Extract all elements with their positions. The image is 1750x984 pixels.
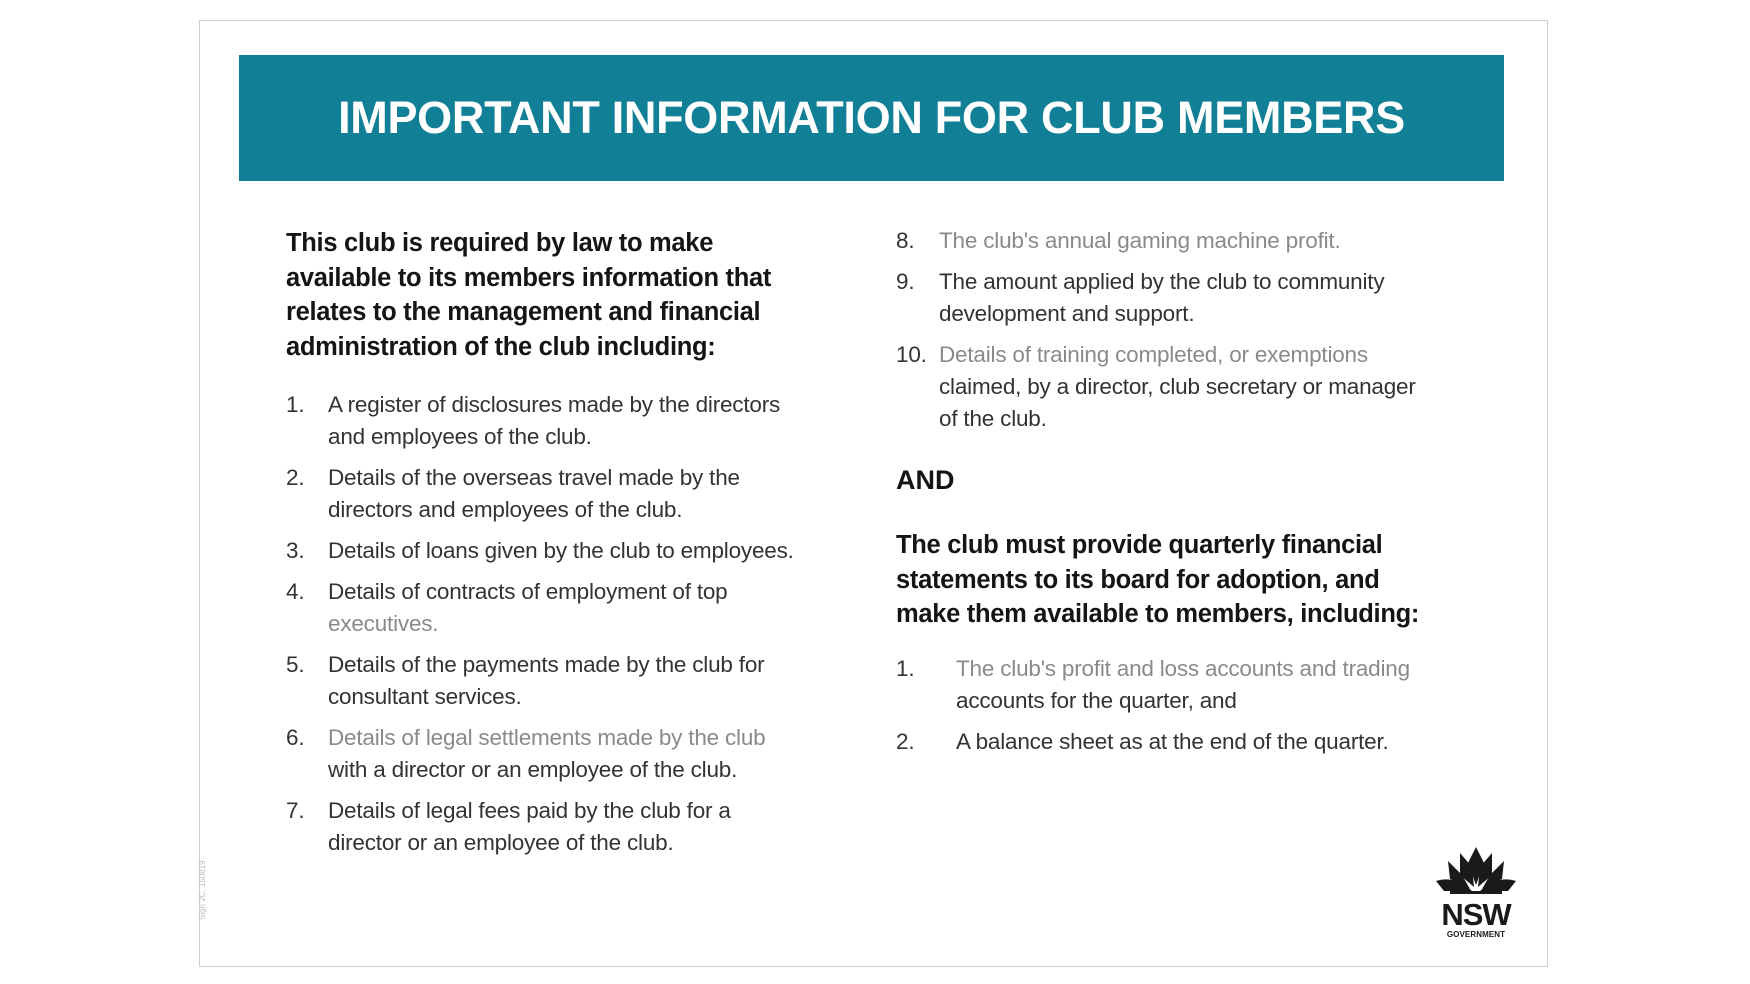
left-column (286, 226, 866, 868)
item-text (939, 339, 1416, 435)
right-column (896, 225, 1476, 767)
list-item (896, 266, 1476, 330)
lead-line: available to its members information that (286, 263, 772, 292)
sign-code: Sign 2C, 150819 (198, 860, 207, 920)
list-item (286, 535, 866, 567)
list-item (286, 389, 866, 453)
list-item (286, 722, 866, 786)
lead-line: The club must provide quarterly financial (896, 531, 1383, 559)
nsw-government-logo (1433, 845, 1519, 939)
waratah-icon (1434, 845, 1518, 895)
item-number: 1. (286, 392, 305, 418)
item-number: 7. (286, 798, 305, 824)
list-item (286, 576, 866, 640)
item-number: 5. (286, 652, 305, 678)
logo-text: NSW (1441, 897, 1511, 932)
item-line: executives. (328, 611, 439, 637)
item-line: Details of training completed, or exemptions (939, 342, 1368, 367)
lead-line: This club is required by law to make (286, 229, 714, 257)
page-title: IMPORTANT INFORMATION FOR CLUB MEMBERS (338, 92, 1405, 143)
item-text (956, 653, 1410, 717)
item-text (328, 576, 728, 640)
item-line: and employees of the club. (328, 424, 592, 450)
right-lead (896, 528, 1476, 632)
item-text (328, 462, 740, 526)
item-number: 10. (896, 342, 927, 367)
item-number: 1. (896, 655, 915, 681)
left-lead (286, 226, 866, 364)
quarterly-list (896, 653, 1476, 758)
and-label: AND (896, 465, 955, 495)
item-number: 6. (286, 725, 305, 751)
item-line: consultant services. (328, 684, 522, 710)
item-line: claimed, by a director, club secretary or manager (939, 374, 1416, 399)
list-item (896, 653, 1476, 717)
list-item (896, 339, 1476, 435)
right-list (896, 225, 1476, 435)
item-text (328, 722, 766, 786)
item-text (956, 726, 1389, 758)
title-banner (239, 55, 1504, 181)
item-text (328, 795, 731, 859)
lead-line: relates to the management and financial (286, 298, 761, 327)
item-number: 2. (896, 728, 915, 754)
list-item (286, 649, 866, 713)
item-text (939, 266, 1384, 330)
item-text (328, 389, 780, 453)
item-line: directors and employees of the club. (328, 497, 683, 523)
item-line: with a director or an employee of the club. (328, 757, 738, 783)
list-item (896, 726, 1476, 758)
lead-line: make them available to members, including: (896, 600, 1420, 629)
lead-line: statements to its board for adoption, and (896, 565, 1380, 594)
item-line: Details of legal fees paid by the club for a (328, 798, 731, 824)
item-line: director or an employee of the club. (328, 830, 674, 856)
item-line: Details of legal settlements made by the club (328, 725, 766, 751)
item-line: development and support. (939, 301, 1195, 326)
item-line: Details of contracts of employment of top (328, 579, 728, 605)
item-line: of the club. (939, 406, 1047, 431)
lead-line: administration of the club including: (286, 332, 716, 361)
item-line: Details of the payments made by the club for (328, 652, 765, 678)
item-line: accounts for the quarter, and (956, 687, 1237, 713)
list-item (286, 795, 866, 859)
item-text (328, 649, 764, 713)
item-text (939, 225, 1341, 257)
item-line: The amount applied by the club to community (939, 269, 1385, 294)
item-number: 8. (896, 228, 915, 253)
item-line: Details of loans given by the club to employees. (328, 538, 794, 564)
item-number: 3. (286, 538, 305, 564)
item-number: 2. (286, 465, 305, 491)
item-line: The club's profit and loss accounts and trading (956, 655, 1410, 681)
list-item (286, 462, 866, 526)
left-list (286, 389, 866, 859)
item-line: The club's annual gaming machine profit. (939, 228, 1341, 253)
item-number: 4. (286, 579, 305, 605)
item-number: 9. (896, 269, 915, 294)
logo-subtext: GOVERNMENT (1446, 930, 1506, 939)
item-text (328, 535, 794, 567)
item-line: A register of disclosures made by the directors (328, 392, 781, 418)
list-item (896, 225, 1476, 257)
item-line: A balance sheet as at the end of the quarter. (956, 728, 1389, 754)
item-line: Details of the overseas travel made by the (328, 465, 740, 491)
